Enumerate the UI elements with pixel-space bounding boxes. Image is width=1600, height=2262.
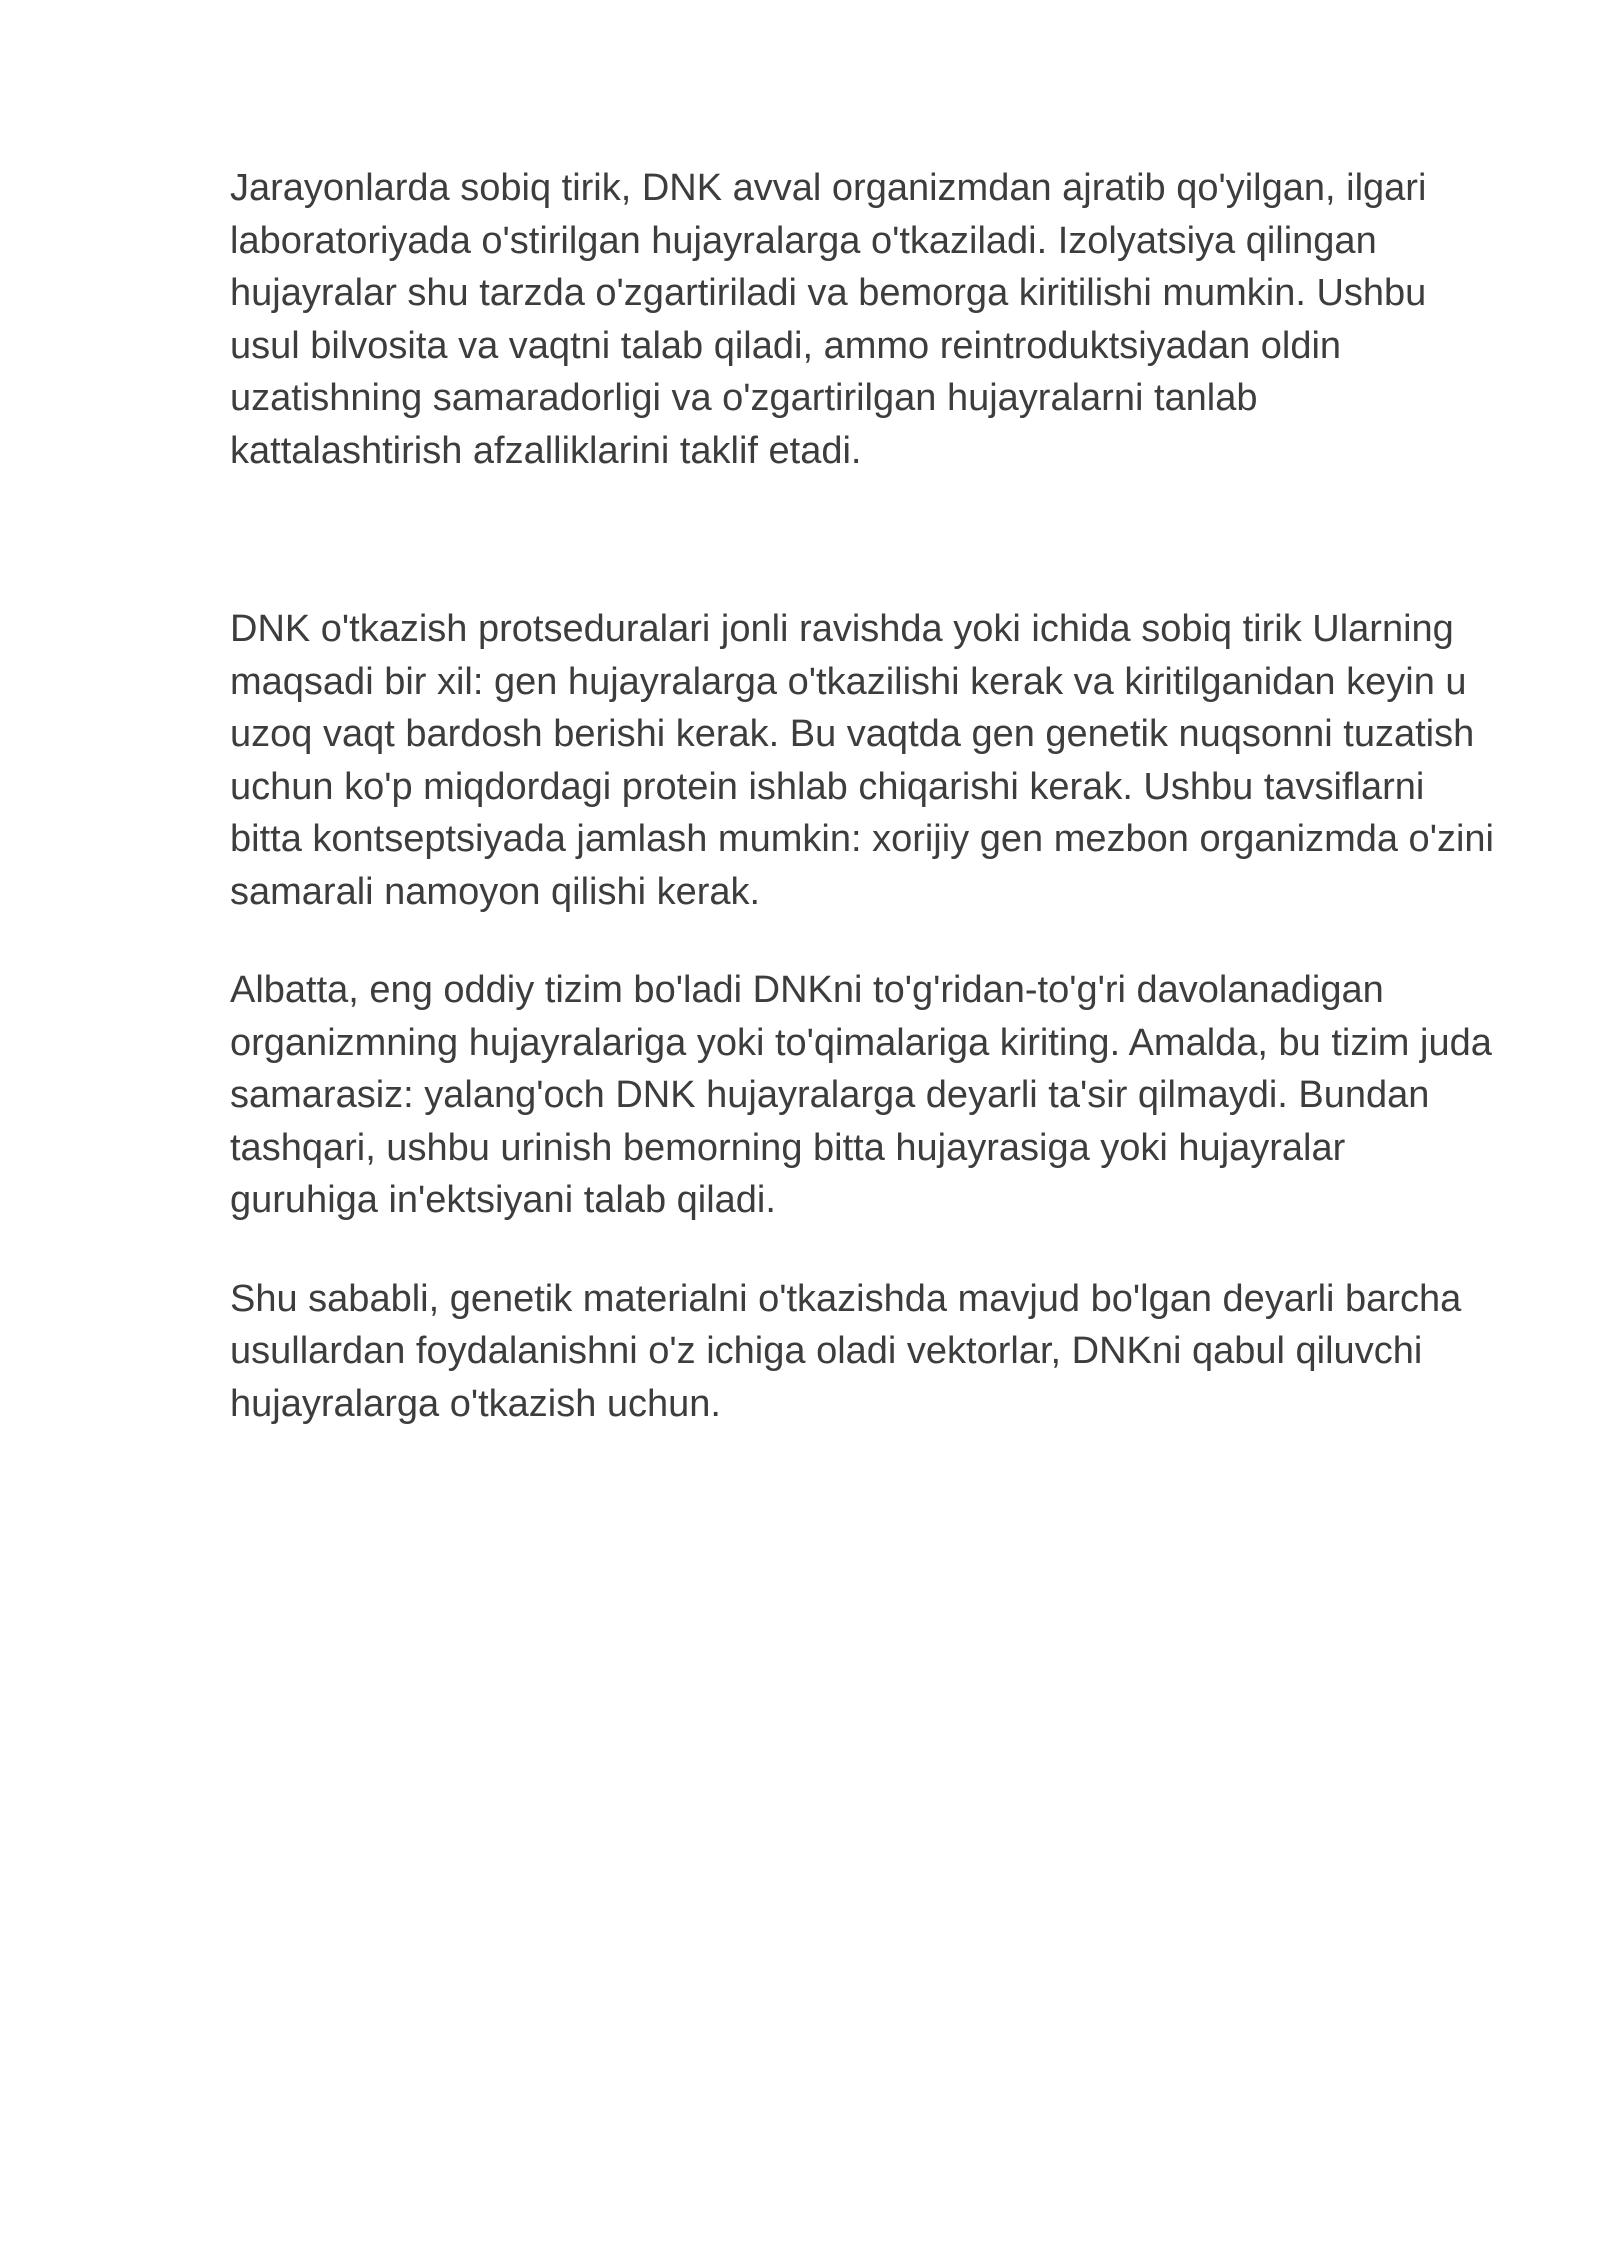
document-body <box>230 162 1500 1476</box>
paragraph-simple-system: Albatta, eng oddiy tizim bo'ladi DNKni to'g'ridan-to'g'ri davolanadigan organizmning hujayralariga yoki to'qimalariga kiriting. Amalda, bu tizim juda samarasiz: yalang'och DNK hujayralarga deyarli ta'sir qilmaydi. Bundan tashqari, ushbu urinish bemorning bitta hujayrasiga yoki hujayralar guruhiga in'ektsiyani talab qiladi. <box>230 969 1492 1221</box>
paragraph-dna-transfer: DNK o'tkazish protseduralari jonli ravishda yoki ichida sobiq tirik Ularning maqsadi bir xil: gen hujayralarga o'tkazilishi kerak va kiritilganidan keyin u uzoq vaqt bardosh berishi kerak. Bu vaqtda gen genetik nuqsonni tuzatish uchun ko'p miqdordagi protein ishlab chiqarishi kerak. Ushbu tavsiflarni bitta kontseptsiyada jamlash mumkin: xorijiy gen mezbon organizmda o'zini samarali namoyon qilishi kerak. <box>230 608 1494 913</box>
paragraph-ex-vivo: Jarayonlarda sobiq tirik, DNK avval organizmdan ajratib qo'yilgan, ilgari laboratoriyada o'stirilgan hujayralarga o'tkaziladi. Izolyatsiya qilingan hujayralar shu tarzda o'zgartiriladi va bemorga kiritilishi mumkin. Ushbu usul bilvosita va vaqtni talab qiladi, ammo reintroduktsiyadan oldin uzatishning samaradorligi va o'zgartirilgan hujayralarni tanlab kattalashtirish afzalliklarini taklif etadi. <box>230 167 1427 472</box>
paragraph-vectors: Shu sababli, genetik materialni o'tkazishda mavjud bo'lgan deyarli barcha usullardan foydalanishni o'z ichiga oladi vektorlar, DNKni qabul qiluvchi hujayralarga o'tkazish uchun. <box>230 1277 1462 1425</box>
